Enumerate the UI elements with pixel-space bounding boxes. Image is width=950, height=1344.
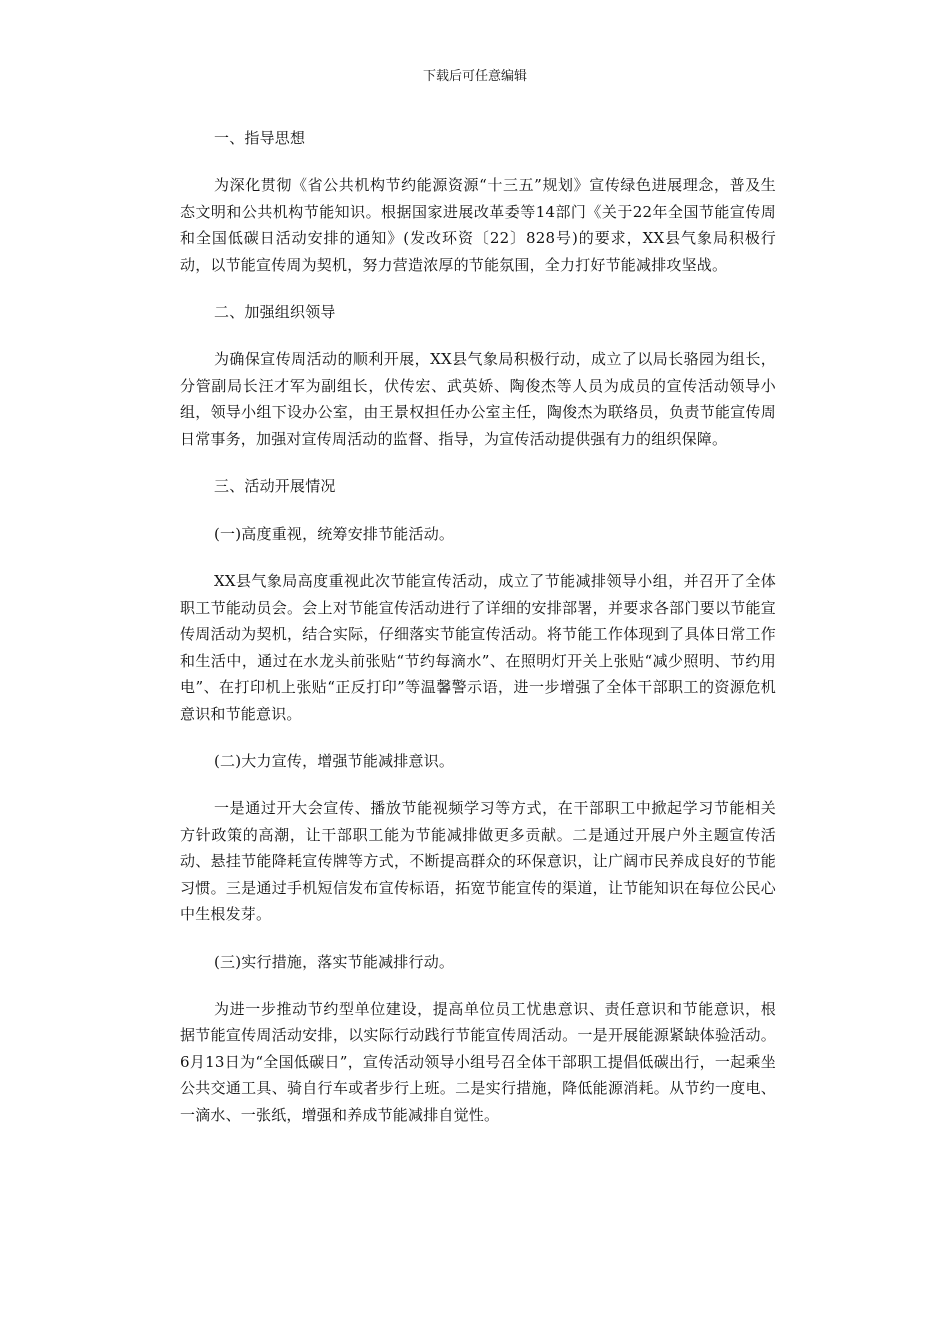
subsection-heading-2: (二)大力宣传，增强节能减排意识。 <box>214 752 455 770</box>
paragraph-guiding-thought: 为深化贯彻《省公共机构节约能源资源“十三五”规划》宣传绿色进展理念，普及生态文明和公共机构节能知识。根据国家进展改革委等14部门《关于22年全国节能宣传周和全国低碳日活动安排的通知》(发改环资〔22〕828号)的要求，XX县气象局积极行动，以节能宣传周为契机，努力营造浓厚的节能氛围，全力打好节能减排攻坚战。 <box>180 176 776 274</box>
section-heading-activities: 三、活动开展情况 <box>214 477 336 495</box>
download-note: 下载后可任意编辑 <box>422 69 527 84</box>
document-body <box>180 124 776 1128</box>
section-heading-organization: 二、加强组织领导 <box>214 303 336 321</box>
paragraph-organization: 为确保宣传周活动的顺利开展，XX县气象局积极行动，成立了以局长骆园为组长，分管副局长汪才军为副组长，伏传宏、武英娇、陶俊杰等人员为成员的宣传活动领导小组，领导小组下设办公室，由王景权担任办公室主任，陶俊杰为联络员，负责节能宣传周日常事务，加强对宣传周活动的监督、指导，为宣传活动提供强有力的组织保障。 <box>180 350 776 448</box>
section-heading-guiding-thought: 一、指导思想 <box>214 129 306 147</box>
paragraph-subsection-3: 为进一步推动节约型单位建设，提高单位员工忧患意识、责任意识和节能意识，根据节能宣传周活动安排，以实际行动践行节能宣传周活动。一是开展能源紧缺体验活动。6月13日为“全国低碳日”，宣传活动领导小组号召全体干部职工提倡低碳出行，一起乘坐公共交通工具、骑自行车或者步行上班。二是实行措施，降低能源消耗。从节约一度电、一滴水、一张纸，增强和养成节能减排自觉性。 <box>180 999 776 1124</box>
subsection-heading-3: (三)实行措施，落实节能减排行动。 <box>214 952 455 971</box>
subsection-heading-1: (一)高度重视，统筹安排节能活动。 <box>214 525 455 543</box>
paragraph-subsection-1: XX县气象局高度重视此次节能宣传活动，成立了节能减排领导小组，并召开了全体职工节能动员会。会上对节能宣传活动进行了详细的安排部署，并要求各部门要以节能宣传周活动为契机，结合实际，仔细落实节能宣传活动。将节能工作体现到了具体日常工作和生活中，通过在水龙头前张贴“节约每滴水”、在照明灯开关上张贴“减少照明、节约用电”、在打印机上张贴“正反打印”等温馨警示语，进一步增强了全体干部职工的资源危机意识和节能意识。 <box>180 572 776 723</box>
paragraph-subsection-2: 一是通过开大会宣传、播放节能视频学习等方式，在干部职工中掀起学习节能相关方针政策的高潮，让干部职工能为节能减排做更多贡献。二是通过开展户外主题宣传活动、悬挂节能降耗宣传牌等方式，不断提高群众的环保意识，让广阔市民养成良好的节能习惯。三是通过手机短信发布宣传标语，拓宽节能宣传的渠道，让节能知识在每位公民心中生根发芽。 <box>180 799 776 923</box>
